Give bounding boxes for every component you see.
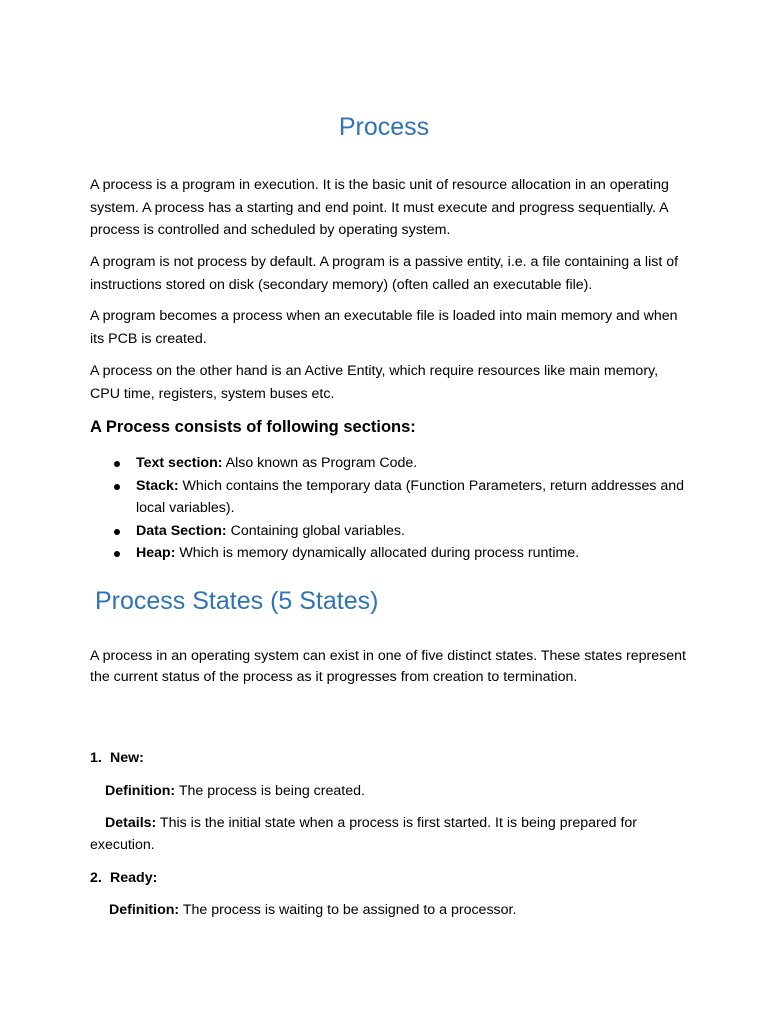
section-description: Which is memory dynamically allocated during process runtime. bbox=[175, 545, 580, 561]
state-ready-definition bbox=[109, 899, 709, 921]
section-term: Stack: bbox=[136, 477, 179, 494]
states-heading: Process States (5 States) bbox=[95, 587, 379, 615]
definition-text: The process is waiting to be assigned to a processor. bbox=[179, 902, 517, 918]
section-term: Data Section: bbox=[136, 522, 227, 539]
state-number: 1. bbox=[90, 750, 102, 766]
definition-label: Definition: bbox=[105, 783, 176, 799]
state-new-heading bbox=[90, 747, 144, 769]
section-term: Text section: bbox=[136, 455, 223, 471]
bullet-icon bbox=[114, 461, 120, 467]
bullet-icon bbox=[114, 484, 120, 490]
bullet-icon bbox=[114, 551, 120, 557]
section-description: Containing global variables. bbox=[226, 522, 405, 539]
state-name: New: bbox=[110, 750, 144, 766]
section-description: Which contains the temporary data (Function Parameters, return addresses and local variables). bbox=[136, 477, 685, 516]
definition-label: Definition: bbox=[109, 902, 180, 918]
definition-text: The process is being created. bbox=[175, 783, 365, 799]
list-item bbox=[90, 475, 690, 520]
page-title: Process bbox=[338, 113, 430, 141]
details-text: This is the initial state when a process is first started. It is being prepared for execution. bbox=[90, 815, 638, 853]
bullet-icon bbox=[114, 529, 120, 535]
intro-paragraph-1: A process is a program in execution. It is the basic unit of resource allocation in an operating system. A process has a starting and end point. It must execute and progress sequentially. A process is controlled and scheduled by operating system. bbox=[90, 177, 669, 238]
section-description: Also known as Program Code. bbox=[222, 455, 418, 471]
state-new-details bbox=[90, 812, 690, 856]
list-item bbox=[90, 542, 690, 565]
details-label: Details: bbox=[105, 815, 157, 831]
section-term: Heap: bbox=[136, 545, 176, 561]
state-number: 2. bbox=[90, 870, 102, 886]
sections-heading: A Process consists of following sections: bbox=[90, 418, 416, 436]
intro-paragraph-4: A process on the other hand is an Active Entity, which require resources like main memory, CPU time, registers, system buses etc. bbox=[90, 363, 659, 402]
state-ready-heading bbox=[90, 867, 157, 889]
list-item bbox=[90, 452, 690, 475]
intro-paragraph-2: A program is not process by default. A program is a passive entity, i.e. a file containing a list of instructions stored on disk (secondary memory) (often called an executable file). bbox=[90, 254, 679, 293]
list-item bbox=[90, 520, 690, 543]
intro-paragraph-3: A program becomes a process when an executable file is loaded into main memory and when its PCB is created. bbox=[90, 308, 678, 347]
state-new-definition bbox=[105, 780, 705, 802]
sections-list bbox=[90, 452, 690, 565]
states-intro-paragraph: A process in an operating system can exist in one of five distinct states. These states represent the current status of the process as it progresses from creation to termination. bbox=[90, 648, 686, 685]
state-name: Ready: bbox=[110, 870, 158, 886]
